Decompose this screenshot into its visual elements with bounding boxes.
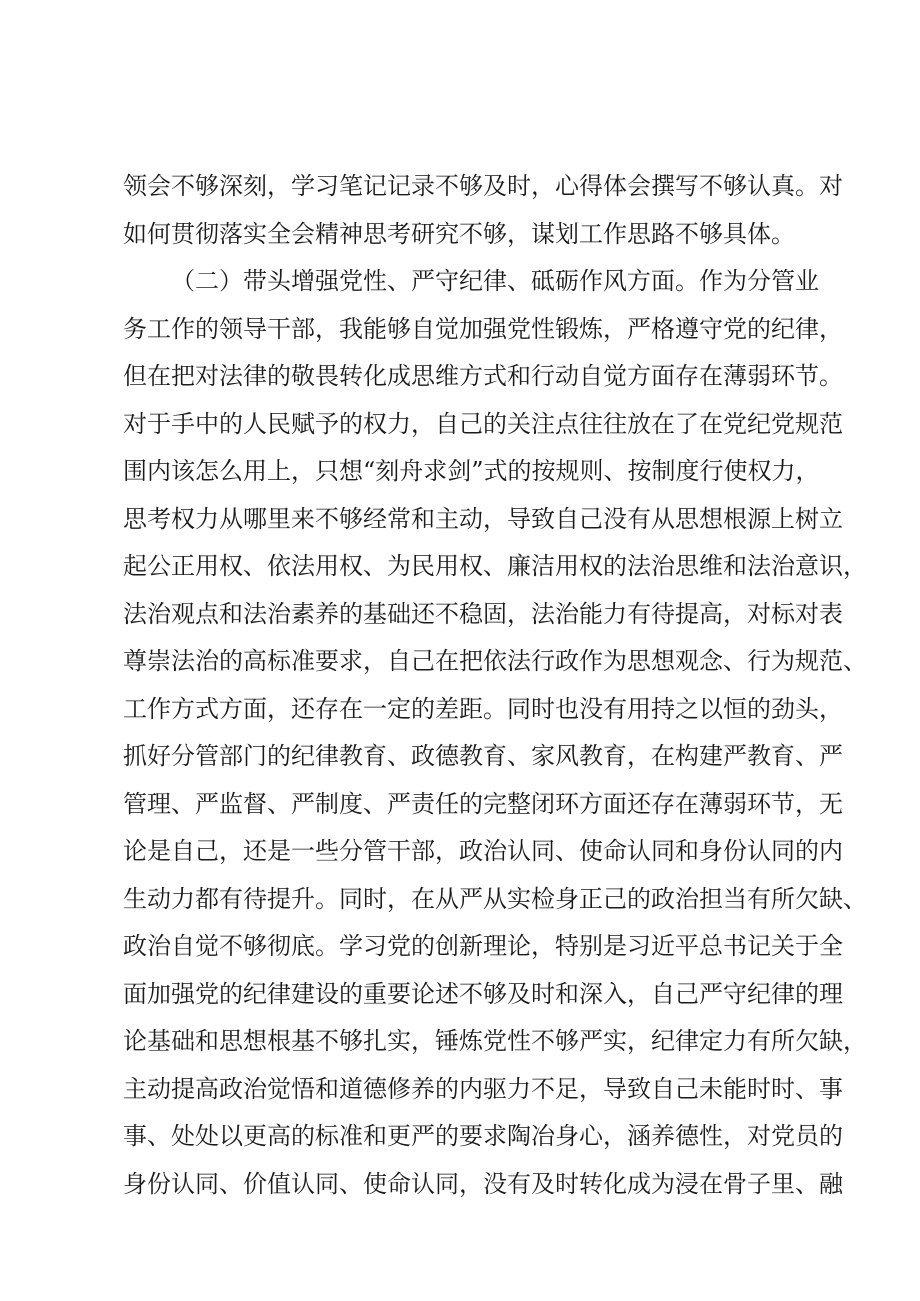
text-line: 围内该怎么用上，只想“刻舟求剑”式的按规则、按制度行使权力，	[123, 457, 820, 485]
text-line: 务工作的领导干部，我能够自觉加强党性锻炼，严格遵守党的纪律，	[123, 314, 843, 343]
text-line: 工作方式方面，还存在一定的差距。同时也没有用持之以恒的劲头，	[123, 694, 843, 723]
text-line: 领会不够深刻，学习笔记记录不够及时，心得体会撰写不够认真。对	[123, 172, 843, 200]
text-line: 事、处处以更高的标准和更严的要求陶冶身心，涵养德性，对党员的	[123, 1122, 843, 1150]
text-line: 对于手中的人民赋予的权力，自己的关注点往往放在了在党纪党规范	[123, 409, 843, 438]
section-heading-line: （二）带头增强党性、严守纪律、砥砺作风方面。作为分管业	[171, 267, 819, 295]
text-line: 论是自己，还是一些分管干部，政治认同、使命认同和身份认同的内	[123, 837, 843, 865]
body-text	[123, 163, 867, 1208]
text-line: 身份认同、价值认同、使命认同，没有及时转化成为浸在骨子里、融	[123, 1169, 843, 1198]
text-line: 政治自觉不够彻底。学习党的创新理论，特别是习近平总书记关于全	[123, 932, 843, 960]
text-line: 如何贯彻落实全会精神思考研究不够，谋划工作思路不够具体。	[123, 219, 795, 248]
text-line: 面加强党的纪律建设的重要论述不够及时和深入，自己严守纪律的理	[123, 979, 843, 1008]
text-line: 管理、严监督、严制度、严责任的完整闭环方面还存在薄弱环节，无	[123, 789, 843, 818]
text-line: 起公正用权、依法用权、为民用权、廉洁用权的法治思维和法治意识，	[123, 552, 867, 580]
text-line: 主动提高政治觉悟和道德修养的内驱力不足，导致自己未能时时、事	[123, 1074, 843, 1103]
text-line: 尊崇法治的高标准要求，自己在把依法行政作为思想观念、行为规范、	[123, 647, 867, 675]
text-line: 论基础和思想根基不够扎实，锤炼党性不够严实，纪律定力有所欠缺，	[123, 1027, 867, 1055]
text-line: 但在把对法律的敬畏转化成思维方式和行动自觉方面存在薄弱环节。	[123, 362, 843, 390]
text-line: 思考权力从哪里来不够经常和主动，导致自己没有从思想根源上树立	[123, 504, 843, 533]
text-line: 生动力都有待提升。同时，在从严从实检身正己的政治担当有所欠缺、	[123, 884, 867, 913]
text-line: 抓好分管部门的纪律教育、政德教育、家风教育，在构建严教育、严	[123, 742, 843, 770]
text-line: 法治观点和法治素养的基础还不稳固，法治能力有待提高，对标对表	[123, 599, 843, 628]
